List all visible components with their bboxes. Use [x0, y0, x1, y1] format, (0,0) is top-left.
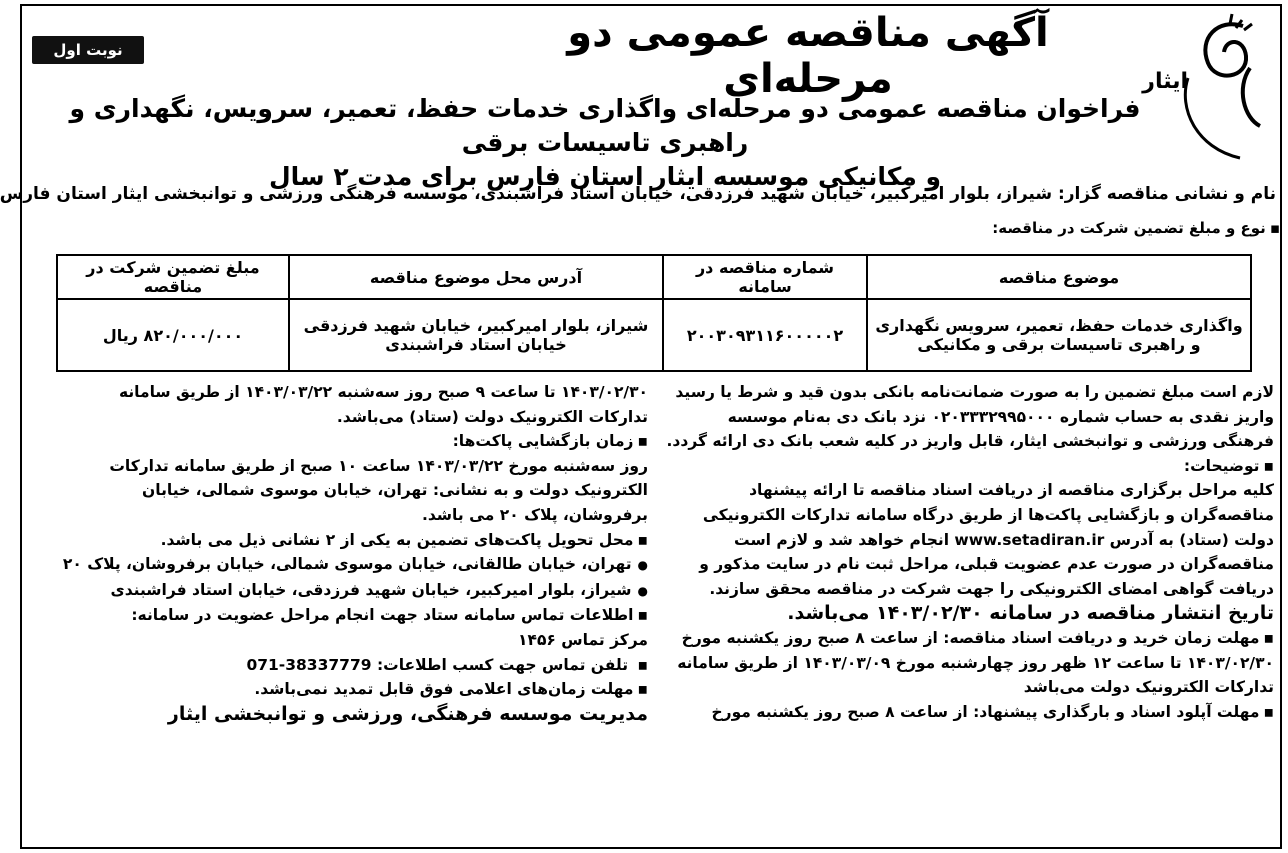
table-cell-amount: ۸۲۰/۰۰۰/۰۰۰ ریال [57, 299, 289, 371]
table-cell-address: شیراز، بلوار امیرکبیر، خیابان شهید فرزدقی خیابان استاد فراشبندی [289, 299, 663, 371]
phone-number: 071-38337779 [246, 655, 372, 674]
delivery-address-2: ● شیراز، بلوار امیرکبیر، خیابان شهید فرزدقی، خیابان استاد فراشبندی [56, 578, 648, 604]
guarantee-type-label: ▪ نوع و مبلغ تضمین شرکت در مناقصه: [992, 219, 1280, 237]
table-header-row [57, 255, 1251, 299]
publish-date: تاریخ انتشار مناقصه در سامانه ۱۴۰۳/۰۲/۳۰ می‌باشد. [787, 602, 1274, 625]
delivery-address-1: ● تهران، خیابان طالقانی، خیابان موسوی شمالی، خیابان برفروشان، پلاک ۲۰ [56, 552, 648, 578]
table-header: مبلغ تضمین شرکت در مناقصه [57, 255, 289, 299]
table-cell-number: ۲۰۰۳۰۹۳۱۱۶۰۰۰۰۰۲ [663, 299, 867, 371]
guarantee-text: لازم است مبلغ تضمین را به صورت ضمانت‌نامه بانکی بدون قید و شرط یا رسید واریز نقدی به حساب شماره ۰۲۰۳۳۳۲۹۹۵۰۰۰ نزد بانک دی به‌نام موسسه فرهنگی ورزشی و توانبخشی ایثار، قابل واریز در کلیه شعب بانک دی ارائه گردد. [666, 383, 1274, 451]
first-notice-badge: نوبت اول [32, 36, 144, 64]
table-header: شماره مناقصه در سامانه [663, 255, 867, 299]
right-column [664, 380, 1274, 724]
table-header: آدرس محل موضوع مناقصه [289, 255, 663, 299]
opening-text: روز سه‌شنبه مورخ ۱۴۰۳/۰۳/۲۲ ساعت ۱۰ صبح از طریق سامانه تدارکات الکترونیک دولت و به نشانی: تهران، خیابان موسوی شمالی، خیابان برفروشان، پلاک ۲۰ می باشد. [109, 456, 648, 524]
call-center: مرکز تماس ۱۴۵۶ [518, 630, 648, 649]
notes-label: ▪ توضیحات: [664, 454, 1274, 479]
logo-text: ایثار [1142, 69, 1188, 94]
subtitle-line-1: فراخوان مناقصه عمومی دو مرحله‌ای واگذاری خدمات حفظ، تعمیر، سرویس، نگهداری و راهبری تاسیسات برقی [69, 94, 1141, 157]
opening-label: ▪ زمان بازگشایی پاکت‌ها: [56, 429, 648, 454]
table-row [57, 299, 1251, 371]
tender-table [56, 254, 1252, 372]
notes-text: کلیه مراحل برگزاری مناقصه از دریافت اسناد مناقصه تا ارائه پیشنهاد مناقصه‌گران و بازگشایی پاکت‌ها از طریق درگاه سامانه تدارکات الکترونیکی دولت (ستاد) به آدرس www.setadiran.ir انجام خواهد شد و لازم است مناقصه‌گران در صورت عدم عضویت قبلی، مراحل ثبت نام در سایت مذکور و دریافت گواهی امضای الکترونیکی را جهت شرکت در مناقصه محقق سازند. [699, 481, 1274, 598]
signature: مدیریت موسسه فرهنگی، ورزشی و توانبخشی ایثار [167, 702, 648, 725]
upload-deadline: ▪ مهلت آپلود اسناد و بارگذاری پیشنهاد: از ساعت ۸ صبح روز یکشنبه مورخ [664, 700, 1274, 725]
phone-label: تلفن تماس جهت کسب اطلاعات: [376, 655, 629, 674]
upload-deadline-continued: ۱۴۰۳/۰۲/۳۰ تا ساعت ۹ صبح روز سه‌شنبه ۱۴۰۳/۰۳/۲۲ از طریق سامانه تدارکات الکترونیک دولت (ستاد) می‌باشد. [118, 383, 648, 426]
table-cell-subject: واگذاری خدمات حفظ، تعمیر، سرویس نگهداری و راهبری تاسیسات برقی و مکانیکی [867, 299, 1251, 371]
left-column [56, 380, 648, 726]
table-header: موضوع مناقصه [867, 255, 1251, 299]
purchase-deadline: ▪ مهلت زمان خرید و دریافت اسناد مناقصه: از ساعت ۸ صبح روز یکشنبه مورخ ۱۴۰۳/۰۲/۳۰ تا ساعت ۱۲ ظهر روز چهارشنبه مورخ ۱۴۰۳/۰۳/۰۹ از طریق سامانه تدارکات الکترونیک دولت می‌باشد [664, 626, 1274, 700]
subtitle-line-2: و مکانیکی موسسه ایثار استان فارس برای مدت ۲ سال [268, 162, 942, 191]
organizer-line: نام و نشانی مناقصه گزار: شیراز، بلوار امیرکبیر، خیابان شهید فرزدقی، خیابان استاد فراشبندی، موسسه فرهنگی ورزشی و توانبخشی ایثار استان فارس [0, 184, 1276, 204]
delivery-label: ▪ محل تحویل پاکت‌های تضمین به یکی از ۲ نشانی ذیل می باشد. [56, 528, 648, 553]
notice-title: آگهی مناقصه عمومی دو مرحله‌ای [567, 10, 1049, 102]
notice-subtitle [22, 92, 1188, 194]
contact-info-label: ▪ اطلاعات تماس سامانه ستاد جهت انجام مراحل عضویت در سامانه: [56, 603, 648, 628]
phone-line [56, 653, 648, 678]
deadline-note: ▪ مهلت زمان‌های اعلامی فوق قابل تمدید نمی‌باشد. [56, 677, 648, 702]
